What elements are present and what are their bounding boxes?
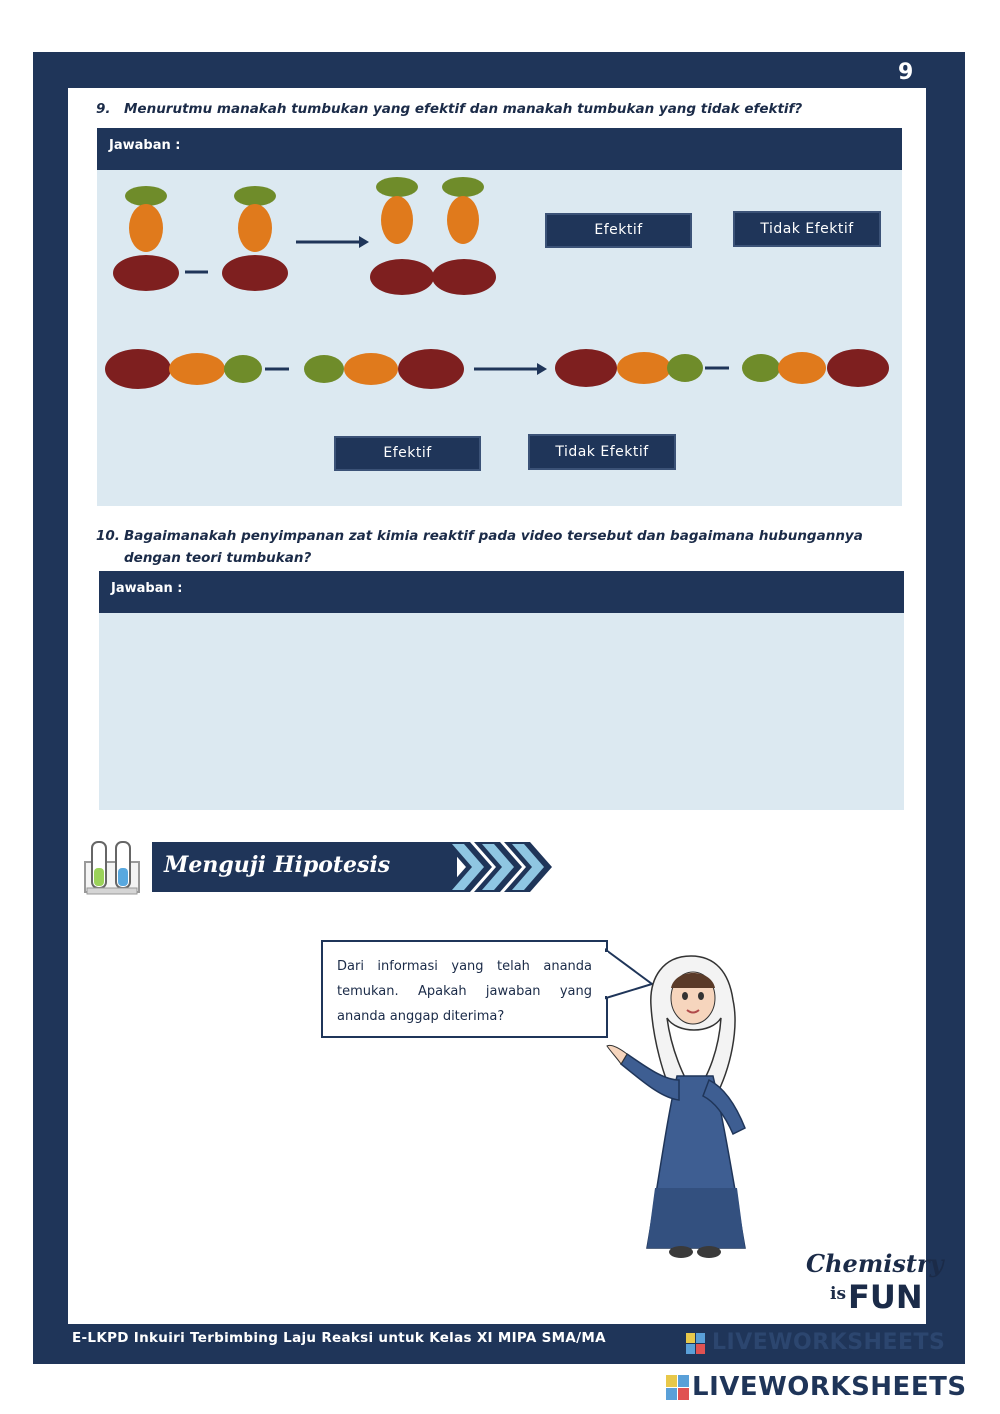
footer-text: E-LKPD Inkuiri Terbimbing Laju Reaksi untuk Kelas XI MIPA SMA/MA <box>72 1330 606 1346</box>
question-10-text-line2: dengan teori tumbukan? <box>124 550 312 566</box>
liveworksheets-icon <box>666 1375 690 1401</box>
answer-header-9: Jawaban : <box>97 128 902 170</box>
logo-line3: FUN <box>848 1278 923 1316</box>
arrow-right-icon <box>296 236 369 248</box>
molecule-vertical-1 <box>113 186 179 291</box>
answer-input-10[interactable] <box>99 613 904 810</box>
answer-header-10: Jawaban : <box>99 571 904 613</box>
test-tubes-icon <box>84 838 140 896</box>
arrow-right-icon <box>474 363 547 375</box>
question-9-text: Menurutmu manakah tumbukan yang efektif dan manakah tumbukan yang tidak efektif? <box>124 101 803 117</box>
watermark-bottom: LIVEWORKSHEETS <box>692 1372 967 1402</box>
molecule-vertical-2 <box>222 186 288 291</box>
question-9 <box>96 98 916 120</box>
option-efektif-1[interactable]: Efektif <box>545 213 692 248</box>
molecule-linear-3 <box>555 349 703 387</box>
page-number: 9 <box>898 60 914 85</box>
watermark-inner: LIVEWORKSHEETS <box>712 1330 946 1355</box>
section-title: Menguji Hipotesis <box>164 852 391 878</box>
logo-line2: is <box>830 1284 847 1304</box>
question-9-number: 9. <box>96 101 111 117</box>
question-10 <box>96 525 916 569</box>
molecule-linear-2 <box>304 349 464 389</box>
option-tidak-efektif-1[interactable]: Tidak Efektif <box>733 211 881 247</box>
question-10-text-line1: Bagaimanakah penyimpanan zat kimia reaktif pada video tersebut dan bagaimana hubungannya <box>124 528 863 544</box>
molecule-linear-1 <box>105 349 262 389</box>
teacher-illustration <box>605 948 780 1260</box>
logo-line1: Chemistry <box>806 1249 944 1278</box>
option-tidak-efektif-2[interactable]: Tidak Efektif <box>528 434 676 470</box>
molecule-product-1 <box>370 177 496 295</box>
chemistry-is-fun-logo <box>806 1250 944 1318</box>
speech-bubble: Dari informasi yang telah ananda temukan. Apakah jawaban yang ananda anggap diterima? <box>321 940 608 1038</box>
molecule-linear-4 <box>742 349 889 387</box>
option-efektif-2[interactable]: Efektif <box>334 436 481 471</box>
question-10-number: 10. <box>96 528 120 544</box>
liveworksheets-logo-icon <box>686 1333 706 1355</box>
